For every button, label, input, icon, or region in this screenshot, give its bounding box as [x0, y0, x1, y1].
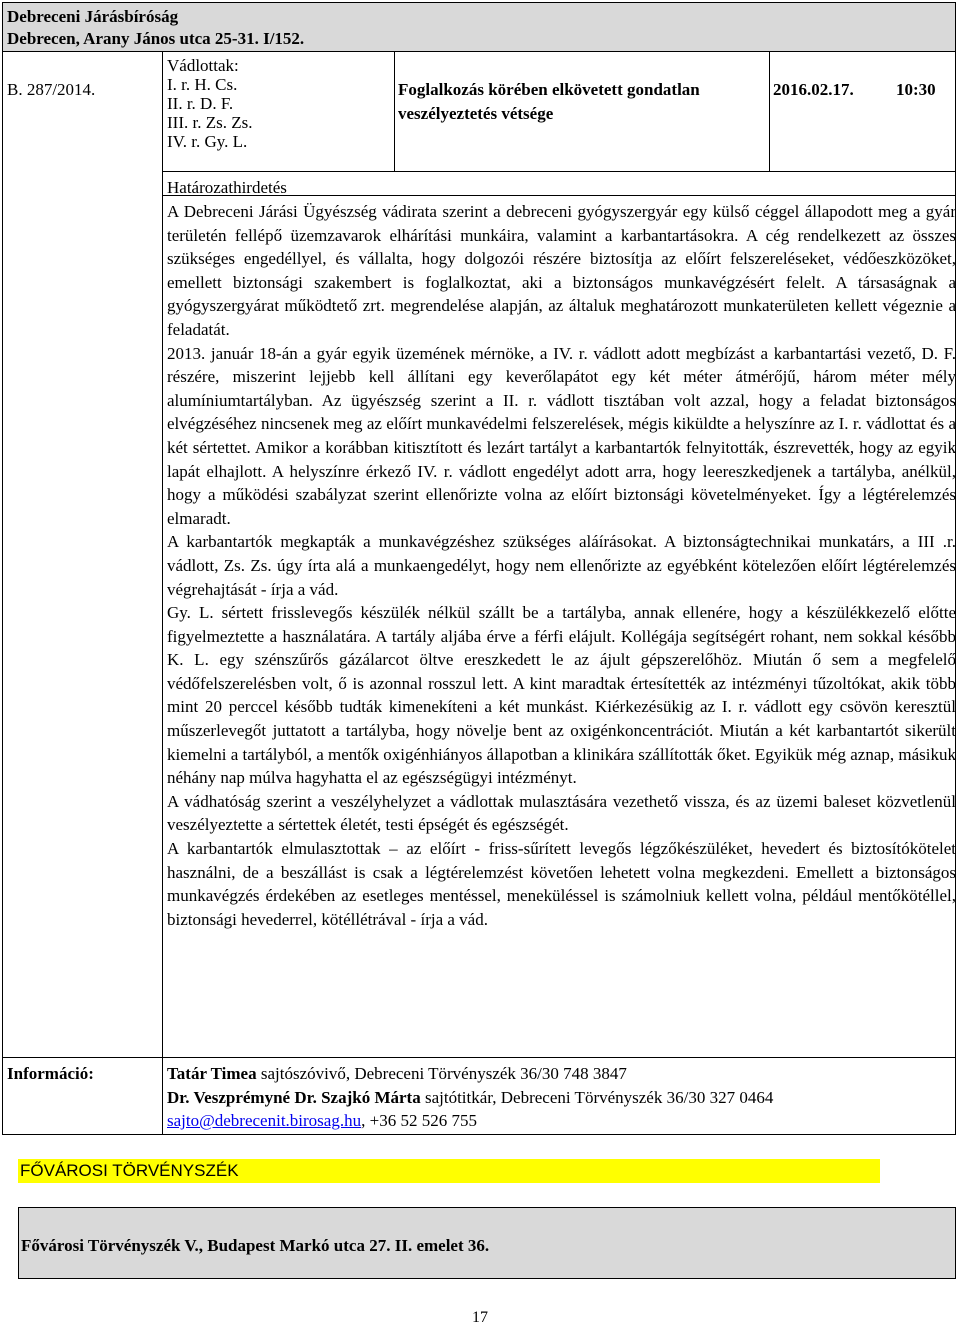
defendant-1: I. r. H. Cs. [167, 75, 238, 94]
contact-1 [167, 1062, 773, 1086]
defendants-list [167, 56, 252, 151]
paragraph: 2013. január 18-án a gyár egyik üzemének mérnöke, a IV. r. vádlott adott megbízást a karbantartási vezető, D. F. részére, miszerint lejjebb kell állítani egy keverőlapátot egy két méter átmérőjű, három méter mély alumíniumtartályban. Az ügyészség szerint a II. r. vádlott tisztában volt azzal, hogy a feladat biztonságos elvégzéséhez nincsenek meg az előírt munkavédelmi felszerelések, mégis kiküldte a helyszínre az I. r. vádlottat és a két sértettet. Amikor a korábban kitisztított és lezárt tartályt a karbantartók felnyitották, észrevették, hogy az egyik lapát elhajlott. A helyszínre érkező IV. r. vádlott engedélyt adott arra, hogy leereszkedjenek a tartályba, anélkül, hogy a működési szabályzat szerint ellenőrizte volna az előírt biztonsági követelményeket. Így a légtérelemzés elmaradt. [167, 343, 956, 528]
charge: Foglalkozás körében elkövetett gondatlan veszélyeztetés vétsége [398, 80, 700, 123]
phone-number: , +36 52 526 755 [361, 1111, 477, 1131]
defendant-3: III. r. Zs. Zs. [167, 113, 253, 132]
contact-info [167, 1062, 773, 1133]
contact-2 [167, 1086, 773, 1110]
hearing-time: 10:30 [896, 80, 936, 99]
hearing-type: Határozathirdetés [167, 178, 287, 197]
paragraph: A Debreceni Járási Ügyészség vádirata szerint a debreceni gyógyszergyár egy külső céggel állapodott meg a gyár területén fellépő üzemzavarok elhárítási munkáira, valamint a karbantartásokra. A cég rendelkezett az összes szükséges engedéllyel, és vállalta, hogy dolgozói részére biztosítja az előírt felszereléseket, védőeszközöket, emellett biztonsági szakembert is foglalkoztat, aki a biztonságos munkavégzésért felelt. A társaságnak a gyógyszergyárat működtető zrt. megrendelése alapján, az általuk meghatározott munkaterületen kellett végeznie a feladatát. [167, 202, 956, 339]
contact-1-name: Tatár Timea [167, 1064, 257, 1083]
info-label: Információ: [7, 1064, 94, 1083]
budapest-court-address: Fővárosi Törvényszék V., Budapest Markó utca 27. II. emelet 36. [18, 1207, 956, 1279]
case-number: B. 287/2014. [7, 80, 96, 99]
paragraph: Gy. L. sértett frisslevegős készülék nélkül szállt be a tartályba, annak ellenére, hogy a készülékkezelő előtte figyelmeztette a használatára. A tartály aljába érve a férfi elájult. Kollégája segítségért rohant, nem sokkal később K. L. egy szénszűrős gázálarcot öltve ereszkedett le az ájult gépszerelőhöz. Miután ő sem a megfelelő védőfelszerelésben volt, ő is azonnal rosszul lett. A kint maradtak értesítették az intézményi tűzoltókat, akik több mint 20 perccel később tudták kimenekíteni a két munkást. Kiérkezésükig az I. r. vádlott egy csövön keresztül műszerlevegőt juttatott a tartályba, hogy növelje bent az oxigénkoncentrációt. Miután a két karbantartót sikerült kiemelni a tartályból, a mentők oxigénhiányos állapotban a klinikára szállították őket. Egyikük még aznap, másikuk néhány nap múlva hagyhatta el az egészségügyi intézményt. [167, 603, 956, 788]
paragraph: A vádhatóság szerint a veszélyhelyzet a vádlottak mulasztására vezethető vissza, és az üzemi baleset közvetlenül veszélyeztette a sértettek életét, testi épségét és egészségét. [167, 791, 956, 835]
court-address: Debrecen, Arany János utca 25-31. I/152. [7, 29, 305, 48]
case-table [2, 52, 956, 1135]
email-link[interactable]: sajto@debrecenit.birosag.hu [167, 1111, 362, 1131]
contact-3 [167, 1109, 773, 1133]
paragraph: A karbantartók megkapták a munkavégzéshez szükséges aláírásokat. A biztonságtechnikai munkatárs, a III .r. vádlott, Zs. Zs. úgy írta alá a munkaengedélyt, hogy nem ellenőrizte az egyébként kötelezően előírt légtérelemzés végrehajtását - írja a vád. [167, 532, 956, 599]
column-divider [162, 52, 163, 1134]
paragraph: A karbantartók elmulasztottak – az előírt - friss-sűrített levegős légzőkészüléket, hevedert és biztosítókötelet használni, de a beszállást is csak a légtérelemzést követően lehetett volna megkezdeni. Emellett a biztonságos munkavégzés érdekében az esetleges mentéssel, meneküléssel is számolniuk kellett volna, például mentőkötéllel, biztonsági hevederrel, kötéllétrával - írja a vád. [167, 839, 956, 929]
court-header [2, 2, 956, 52]
court-name: Debreceni Járásbíróság [7, 7, 179, 26]
budapest-court-banner: FŐVÁROSI TÖRVÉNYSZÉK [18, 1159, 880, 1183]
hearing-date: 2016.02.17. [773, 80, 854, 99]
defendant-2: II. r. D. F. [167, 94, 234, 113]
case-description [167, 200, 956, 931]
column-divider [394, 52, 395, 171]
defendants-label: Vádlottak: [167, 56, 239, 75]
contact-1-detail: sajtószóvivő, Debreceni Törvényszék 36/30 748 3847 [256, 1064, 627, 1083]
contact-2-detail: sajtótitkár, Debreceni Törvényszék 36/30 327 0464 [420, 1087, 774, 1107]
row-divider [3, 1057, 956, 1058]
defendant-4: IV. r. Gy. L. [167, 132, 248, 151]
contact-2-name: Dr. Veszprémyné Dr. Szajkó Márta [167, 1087, 421, 1107]
row-divider [162, 171, 956, 172]
page-number: 17 [472, 1309, 488, 1326]
